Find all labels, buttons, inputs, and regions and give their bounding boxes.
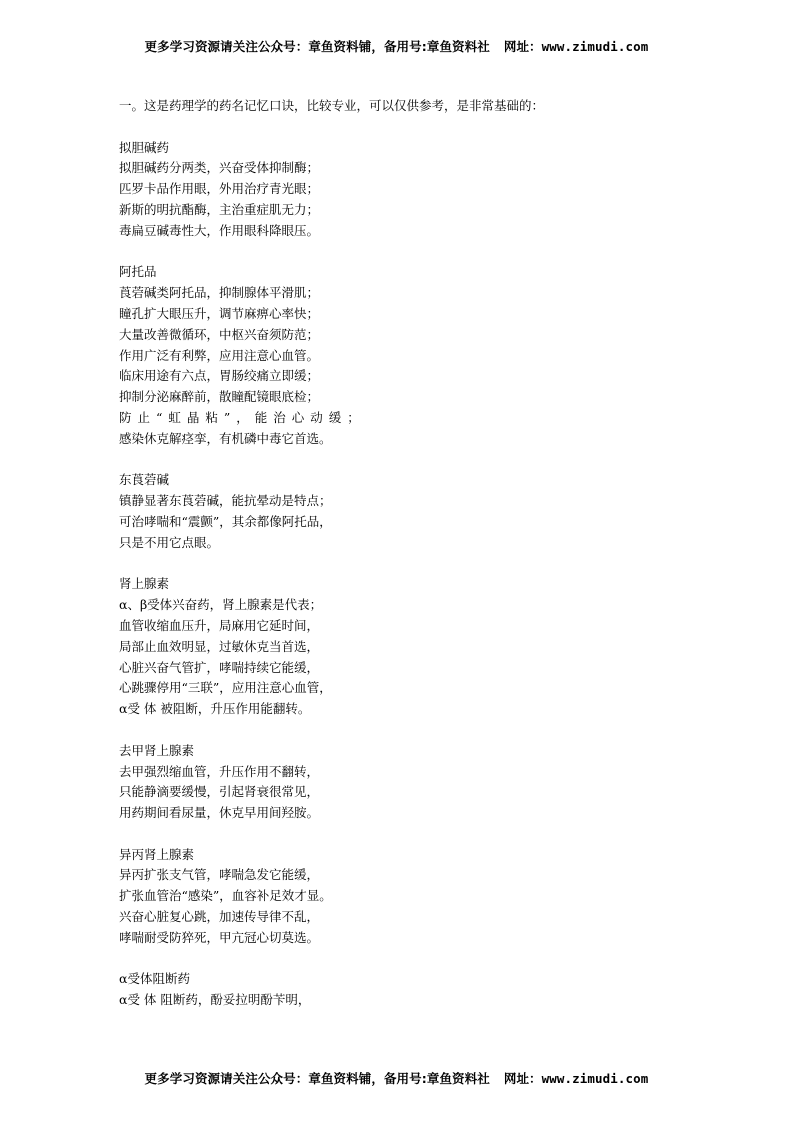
verse-line: α、β受体兴奋药，肾上腺素是代表； [119,597,323,613]
section-title: 异丙肾上腺素 [119,846,195,862]
banner-text: 更多学习资源请关注公众号：章鱼资料铺，备用号:章鱼资料社 [144,1071,490,1086]
banner-url-label: 网址： [503,1071,542,1086]
verse-line: 防止“虹晶粘”，能治心动缓； [119,409,366,425]
section-noradrenaline [119,741,739,824]
document-body [119,96,739,1011]
section-isoprenaline [119,845,739,949]
verse-line: 只能静滴要缓慢，引起肾衰很常见， [119,784,320,800]
header-banner [0,37,793,55]
section-title: α受体阻断药 [119,971,190,987]
section-scopolamine [119,470,739,553]
verse-line: 用药期间看尿量，休克早用间羟胺。 [119,805,320,821]
verse-line: 扩张血管治“感染”，血容补足效才显。 [119,888,332,904]
verse-line: 心跳骤停用“三联”，应用注意心血管， [119,680,332,696]
section-title: 拟胆碱药 [119,139,170,155]
verse-line: 拟胆碱药分两类，兴奋受体抑制酶； [119,160,320,176]
verse-line: 匹罗卡品作用眼，外用治疗青光眼； [119,181,320,197]
verse-line: 作用广泛有利弊，应用注意心血管。 [119,347,320,363]
verse-line: 临床用途有六点，胃肠绞痛立即缓； [119,368,320,384]
verse-line: 感染休克解痉挛，有机磷中毒它首选。 [119,430,332,446]
section-title: 阿托品 [119,264,157,280]
verse-line: 毒扁豆碱毒性大，作用眼科降眼压。 [119,222,320,238]
banner-url[interactable]: www.zimudi.com [541,39,649,54]
verse-line: α受 体 被阻断，升压作用能翻转。 [119,701,311,717]
banner-url-label: 网址： [503,39,542,54]
section-title: 肾上腺素 [119,576,170,592]
footer-banner [0,1069,793,1087]
verse-line: 哮喘耐受防猝死，甲亢冠心切莫选。 [119,929,320,945]
verse-line: 兴奋心脏复心跳，加速传导律不乱， [119,909,320,925]
verse-line: 血管收缩血压升，局麻用它延时间， [119,617,320,633]
verse-line: 新斯的明抗酯酶，主治重症肌无力； [119,201,320,217]
section-alpha-blockers [119,969,739,1011]
section-title: 东莨菪碱 [119,472,170,488]
verse-line: 镇静显著东莨菪碱，能抗晕动是特点； [119,493,332,509]
banner-text: 更多学习资源请关注公众号：章鱼资料铺，备用号:章鱼资料社 [144,39,490,54]
verse-line: 大量改善微循环，中枢兴奋须防范； [119,326,320,342]
section-title: 去甲肾上腺素 [119,742,195,758]
section-cholinergic [119,138,739,242]
section-adrenaline [119,574,739,720]
banner-url[interactable]: www.zimudi.com [541,1071,649,1086]
verse-line: 心脏兴奋气管扩，哮喘持续它能缓， [119,659,320,675]
verse-line: 瞳孔扩大眼压升，调节麻痹心率快； [119,305,320,321]
intro-line: 一。这是药理学的药名记忆口诀，比较专业，可以仅供参考，是非常基础的： [119,98,545,113]
verse-line: 局部止血效明显，过敏休克当首选， [119,638,320,654]
verse-line: 抑制分泌麻醉前，散瞳配镜眼底检； [119,389,320,405]
verse-line: 莨菪碱类阿托品，抑制腺体平滑肌； [119,285,320,301]
section-atropine [119,262,739,449]
verse-line: 只是不用它点眼。 [119,534,220,550]
verse-line: 可治哮喘和“震颤”，其余都像阿托品， [119,513,332,529]
verse-line: 异丙扩张支气管，哮喘急发它能缓， [119,867,320,883]
verse-line: α受 体 阻断药，酚妥拉明酚苄明， [119,992,311,1008]
verse-line: 去甲强烈缩血管，升压作用不翻转， [119,763,320,779]
